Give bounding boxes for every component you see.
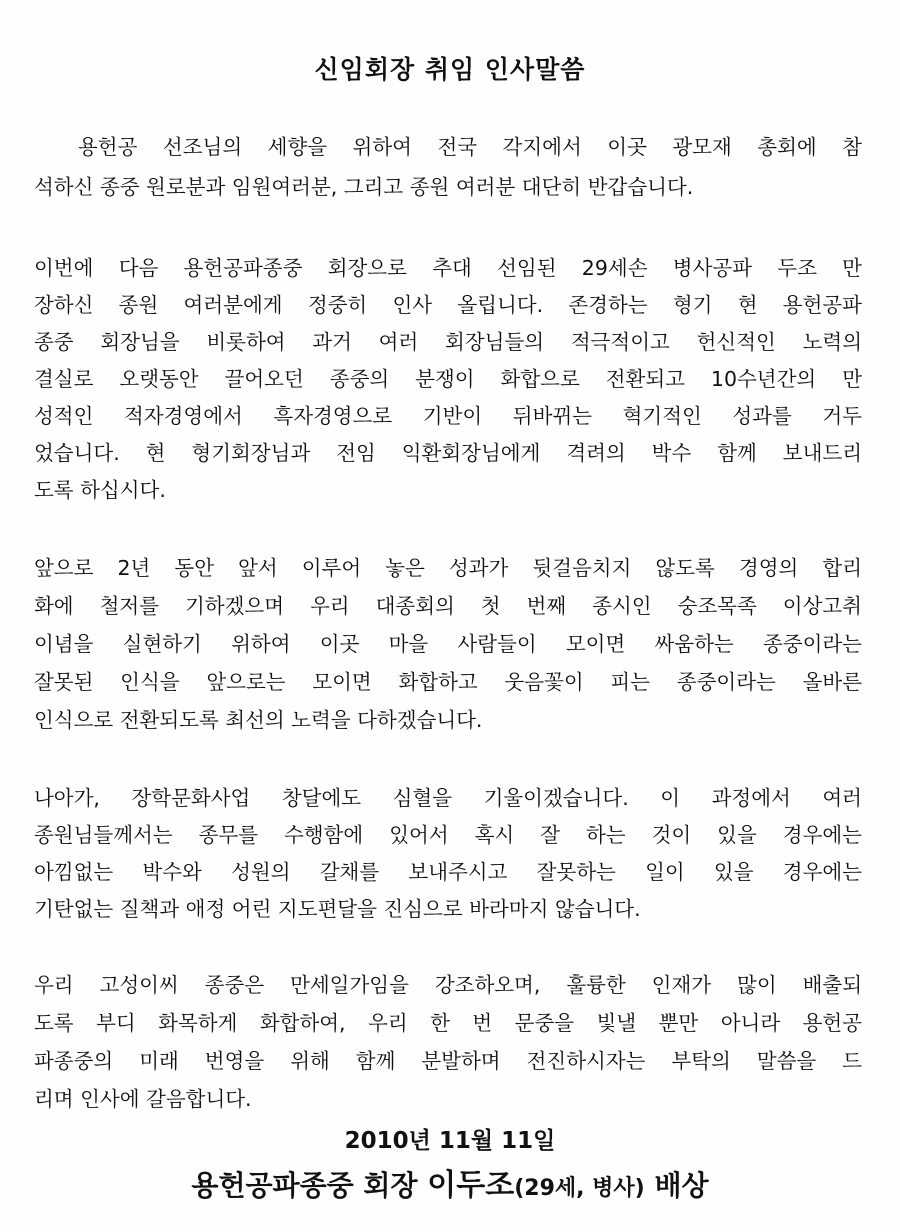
paragraph-1-line-2: 석하신 종중 원로분과 임원여러분, 그리고 종원 여러분 대단히 반갑습니다. — [34, 175, 694, 199]
paragraph-2-line-6: 었습니다. 현 형기회장님과 전임 익환회장님에게 격려의 박수 함께 보내드리 — [34, 441, 862, 465]
signature-name: 이두조 — [427, 1168, 515, 1203]
signature-detail: (29세, 병사) — [514, 1176, 645, 1201]
paragraph-2-line-1: 이번에 다음 용헌공파종중 회장으로 추대 선임된 29세손 병사공파 두조 만 — [34, 256, 862, 280]
paragraph-4-line-4: 기탄없는 질책과 애정 어린 지도편달을 진심으로 바라마지 않습니다. — [34, 897, 641, 921]
paragraph-5-line-1: 우리 고성이씨 종중은 만세일가임을 강조하오며, 훌륭한 인재가 많이 배출되 — [34, 973, 862, 997]
paragraph-3-line-4: 잘못된 인식을 앞으로는 모이면 화합하고 웃음꽃이 피는 종중이라는 올바른 — [34, 670, 862, 694]
paragraph-2-line-2: 장하신 종원 여러분에게 정중히 인사 올립니다. 존경하는 형기 현 용헌공파 — [34, 293, 862, 317]
paragraph-5-line-2: 도록 부디 화목하게 화합하여, 우리 한 번 문중을 빛낼 뿐만 아니라 용헌공 — [34, 1011, 862, 1035]
paragraph-3-line-5: 인식으로 전환되도록 최선의 노력을 다하겠습니다. — [34, 708, 483, 732]
paragraph-3-line-3: 이념을 실현하기 위하여 이곳 마을 사람들이 모이면 싸움하는 종중이라는 — [34, 632, 862, 656]
document-date: 2010년 11월 11일 — [344, 1128, 556, 1154]
paragraph-3-line-1: 앞으로 2년 동안 앞서 이루어 놓은 성과가 뒷걸음치지 않도록 경영의 합리 — [34, 556, 862, 580]
document-title: 신임회장 취임 인사말씀 — [314, 55, 586, 84]
paragraph-4-line-2: 종원님들께서는 종무를 수행함에 있어서 혹시 잘 하는 것이 있을 경우에는 — [34, 823, 862, 847]
paragraph-2-line-5: 성적인 적자경영에서 흑자경영으로 기반이 뒤바뀌는 혁기적인 성과를 거두 — [34, 404, 862, 428]
paragraph-3-line-2: 화에 철저를 기하겠으며 우리 대종회의 첫 번째 종시인 숭조목족 이상고취 — [34, 594, 862, 618]
paragraph-2-line-3: 종중 회장님을 비롯하여 과거 여러 회장님들의 적극적이고 헌신적인 노력의 — [34, 330, 862, 354]
paragraph-1-line-1: 용헌공 선조님의 세향을 위하여 전국 각지에서 이곳 광모재 총회에 참 — [78, 135, 862, 159]
paragraph-2-line-4: 결실로 오랫동안 끌어오던 종중의 분쟁이 화합으로 전환되고 10수년간의 만 — [34, 367, 862, 391]
signature-line — [0, 1160, 900, 1204]
paragraph-5-line-3: 파종중의 미래 번영을 위해 함께 분발하며 전진하시자는 부탁의 말씀을 드 — [34, 1049, 862, 1073]
signature-org-title: 용헌공파종중 회장 — [191, 1169, 418, 1202]
signature-closing: 배상 — [654, 1169, 709, 1202]
paragraph-5-line-4: 리며 인사에 갈음합니다. — [34, 1087, 252, 1111]
paragraph-2-line-7: 도록 하십시다. — [34, 478, 166, 502]
paragraph-4-line-1: 나아가, 장학문화사업 창달에도 심혈을 기울이겠습니다. 이 과정에서 여러 — [34, 786, 862, 810]
paragraph-4-line-3: 아낌없는 박수와 성원의 갈채를 보내주시고 잘못하는 일이 있을 경우에는 — [34, 860, 862, 884]
